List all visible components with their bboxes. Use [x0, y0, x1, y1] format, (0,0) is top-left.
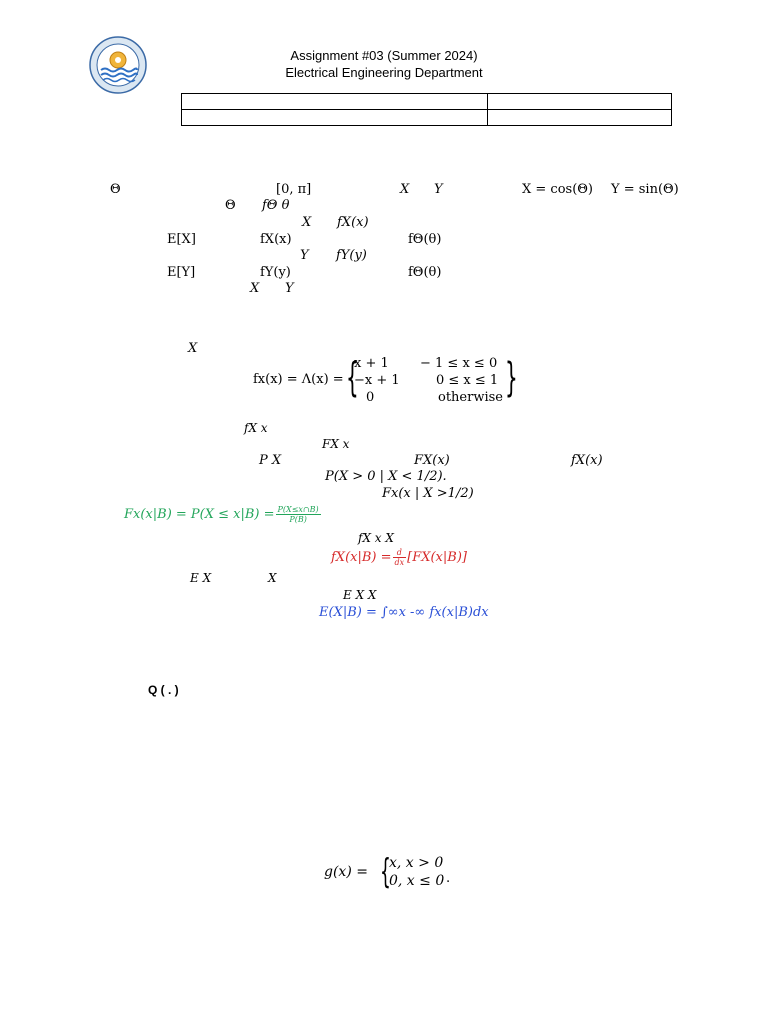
f-theta-of-theta: fΘ(θ)	[408, 265, 442, 280]
fy-of-y: fY(y)	[260, 265, 291, 280]
case-condition: otherwise	[438, 390, 503, 405]
case-condition: 0 ≤ x ≤ 1	[436, 373, 499, 388]
f-theta: fΘ θ	[262, 198, 290, 213]
case-expr: −x + 1	[354, 373, 400, 388]
fx-of-x: fX(x)	[337, 215, 369, 230]
case-expr: x + 1	[354, 356, 389, 371]
pdf-fx-of-x: fX(x)	[571, 453, 603, 468]
interval: [0, π]	[276, 182, 312, 197]
fraction-denominator: P(B)	[289, 515, 307, 524]
cdf-fx-of-x: FX(x)	[414, 453, 450, 468]
table-cell	[488, 110, 672, 126]
x-definition: X = cos(Θ)	[522, 182, 593, 197]
table-cell	[182, 94, 488, 110]
pdf-fx-X: fX x X	[358, 531, 394, 545]
theta-symbol: Θ	[110, 182, 121, 197]
var-y: Y	[285, 281, 294, 296]
var-x: X	[188, 341, 198, 356]
conditional-pdf-formula	[331, 548, 467, 567]
left-brace: {	[380, 852, 391, 892]
case-condition: − 1 ≤ x ≤ 0	[420, 356, 498, 371]
y-definition: Y = sin(Θ)	[611, 182, 679, 197]
var-y: Y	[434, 182, 443, 197]
probability-px: P X	[259, 453, 282, 468]
cdf-fx: FX x	[322, 437, 350, 451]
f-theta-of-theta: fΘ(θ)	[408, 232, 442, 247]
var-x: X	[268, 571, 277, 585]
formula-rhs: [FX(x|B)]	[407, 550, 467, 565]
case-expr: 0	[366, 390, 375, 405]
left-brace: {	[346, 355, 359, 401]
formula-lhs: Fx(x|B) = P(X ≤ x|B) =	[124, 507, 275, 522]
table-row	[182, 94, 672, 110]
conditional-cdf: Fx(x | X >1/2)	[382, 486, 474, 501]
conditional-cdf-formula	[124, 505, 322, 524]
expectation-label: E X	[190, 571, 212, 585]
table-cell	[182, 110, 488, 126]
table-cell	[488, 94, 672, 110]
case-expr: x, x > 0	[389, 855, 444, 871]
fraction-numerator: d	[393, 548, 407, 558]
conditional-expectation-formula: E(X|B) = ∫∞x -∞ fx(x|B)dx	[319, 605, 489, 620]
expectation-x: E[X]	[167, 232, 196, 247]
right-brace: }	[505, 355, 518, 401]
var-y: Y	[300, 248, 309, 263]
fraction-denominator: dx	[394, 558, 405, 567]
var-x: X	[302, 215, 312, 230]
fx-of-x: fX(x)	[260, 232, 292, 247]
expectation-y: E[Y]	[167, 265, 196, 280]
question-label: Q ( . )	[148, 683, 179, 697]
conditional-expectation-label: E X X	[343, 588, 377, 602]
table-row	[182, 110, 672, 126]
fy-of-y: fY(y)	[336, 248, 367, 263]
period: .	[446, 871, 451, 886]
g-function-lhs: g(x) =	[324, 864, 368, 880]
formula-lhs: fX(x|B) =	[331, 550, 392, 565]
info-table	[181, 93, 672, 126]
department-title: Electrical Engineering Department	[285, 65, 483, 80]
assignment-title: Assignment #03 (Summer 2024)	[290, 48, 478, 63]
theta-symbol: Θ	[225, 198, 236, 213]
triangle-pdf-lhs: fx(x) = Λ(x) =	[253, 372, 344, 387]
conditional-probability: P(X > 0 | X < 1/2).	[325, 469, 447, 484]
pdf-fx: fX x	[244, 421, 268, 435]
fraction	[393, 548, 407, 567]
var-x: X	[250, 281, 260, 296]
var-x: X	[400, 182, 410, 197]
fraction-numerator: P(X≤x∩B)	[277, 505, 319, 514]
fraction	[276, 505, 321, 524]
case-expr: 0, x ≤ 0	[389, 873, 445, 889]
